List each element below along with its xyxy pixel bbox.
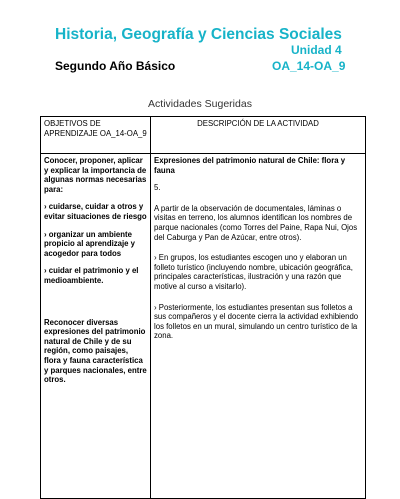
objective-item: › cuidarse, cuidar a otros y evitar situaciones de riesgo [44,202,147,221]
activity-column-header: DESCRIPCIÓN DE LA ACTIVIDAD [151,117,366,154]
unit-label: Unidad 4 [291,43,342,57]
activities-table [40,116,366,499]
objective-intro: Conocer, proponer, aplicar y explicar la importancia de algunas normas necesarias para: [44,156,147,194]
activity-paragraph: › Posteriormente, los estudiantes presentan sus folletos a sus compañeros y el docente cierra la actividad exhibiendo los folletos en un mural, simulando un centro turístico de la zona. [154,302,359,341]
activity-paragraph: A partir de la observación de documentales, láminas o visitas en terreno, los alumnos identifican los nombres de parque nacionales (como Torres del Paine, Rapa Nui, Ojos del Caburga y Pan de Azúcar, entre otros). [154,203,358,242]
document-title: Historia, Geografía y Ciencias Sociales [55,26,342,43]
activity-paragraph: › En grupos, los estudiantes escogen uno y elaboran un folleto turístico (incluyendo nombre, ubicación geográfica, principales características, ilustración y una razón que motive al curso a visitarlo). [154,253,353,291]
objective-item: › organizar un ambiente propicio al aprendizaje y acogedor para todos [44,229,135,258]
table-header-row [41,117,366,154]
activity-description-cell [151,154,366,499]
objectives-column-header: OBJETIVOS DE APRENDIZAJE OA_14-OA_9 [41,117,151,154]
objective-heritage: Reconocer diversas expresiones del patrimonio natural de Chile y de su región, como paisajes, flora y fauna característica y parques nacionales, entre otros. [44,317,147,385]
objective-item: › cuidar el patrimonio y el medioambiente. [44,266,139,285]
grade-label: Segundo Año Básico [55,59,176,73]
table-row [41,154,366,499]
activity-title: Expresiones del patrimonio natural de Chile: flora y fauna [154,156,346,175]
objectives-cell [41,154,151,499]
section-title: Actividades Sugeridas [148,98,252,110]
objective-codes: OA_14-OA_9 [272,59,346,73]
activity-number: 5. [154,183,161,193]
